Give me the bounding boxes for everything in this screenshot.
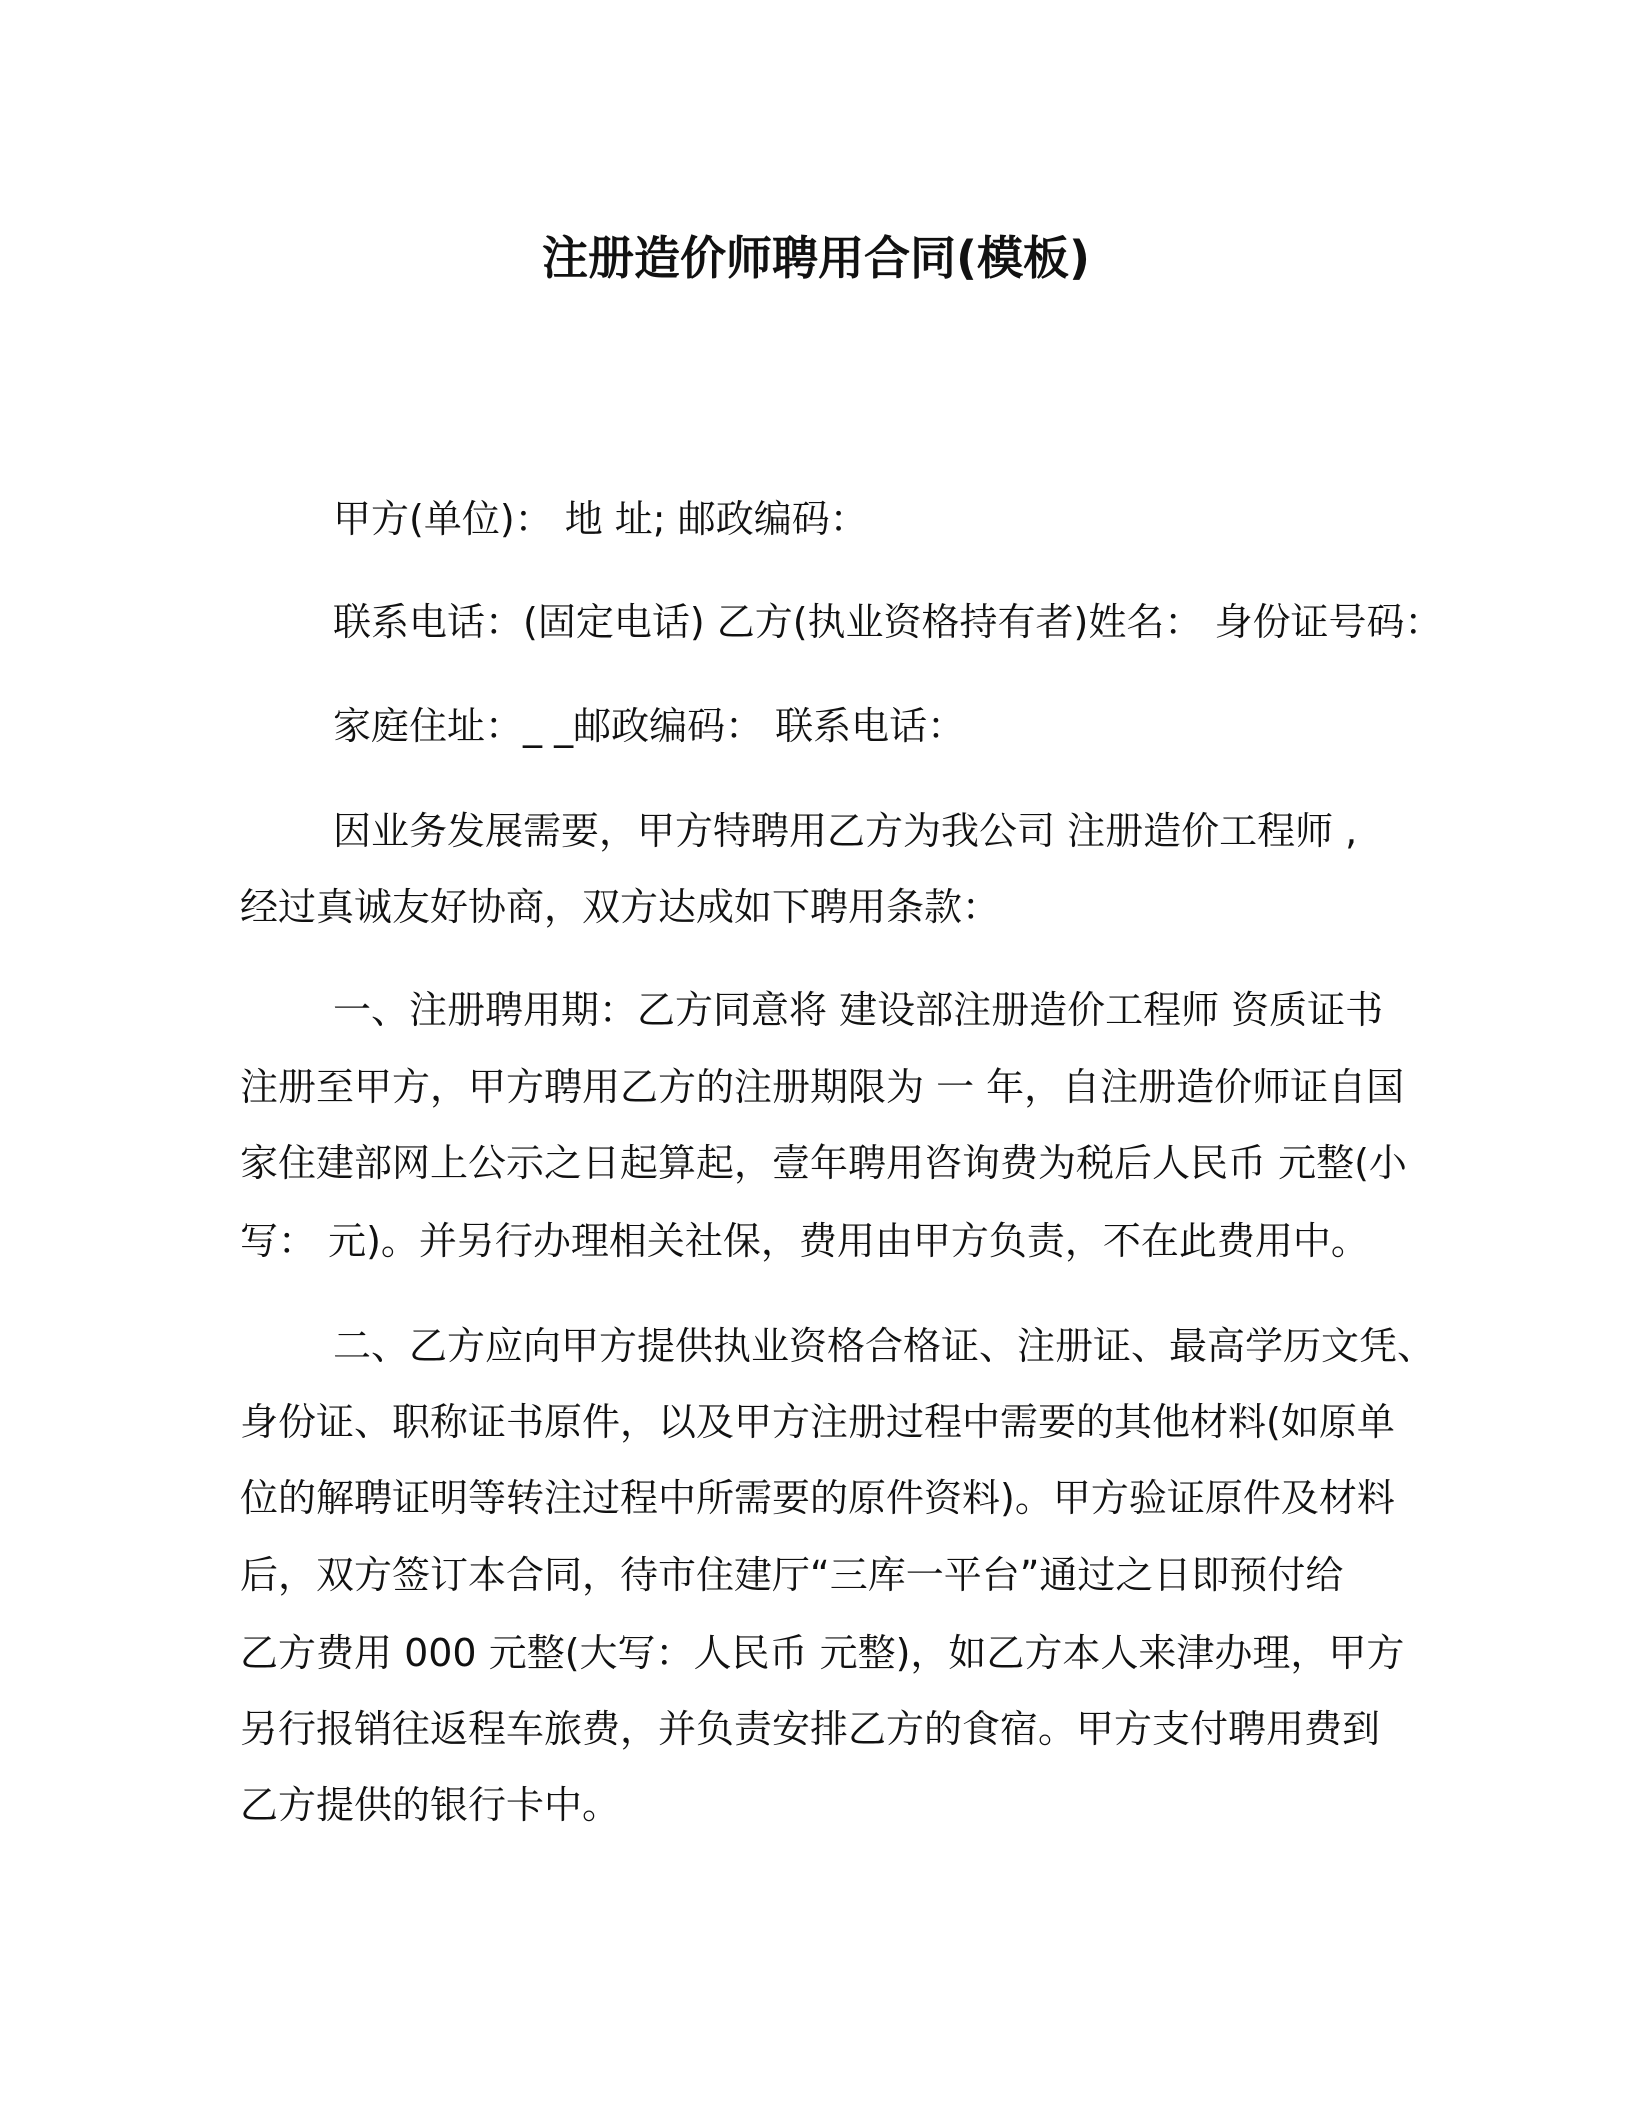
document-title: 注册造价师聘用合同(模板) bbox=[541, 231, 1091, 285]
text-line: 甲方(单位)： 地 址; 邮政编码： bbox=[333, 497, 868, 541]
text-line: 经过真诚友好协商，双方达成如下聘用条款： bbox=[240, 885, 1001, 929]
text-line: 身份证、职称证书原件，以及甲方注册过程中需要的其他材料(如原单 bbox=[240, 1400, 1395, 1444]
text-line: 位的解聘证明等转注过程中所需要的原件资料)。甲方验证原件及材料 bbox=[240, 1476, 1395, 1520]
text-line: 家庭住址：_ _邮政编码： 联系电话： bbox=[333, 704, 966, 748]
text-line: 家住建部网上公示之日起算起，壹年聘用咨询费为税后人民币 元整(小 bbox=[240, 1141, 1407, 1185]
text-line: 二、乙方应向甲方提供执业资格合格证、注册证、最高学历文凭、 bbox=[333, 1324, 1436, 1368]
text-line: 另行报销往返程车旅费，并负责安排乙方的食宿。甲方支付聘用费到 bbox=[240, 1707, 1381, 1751]
text-line: 写： 元)。并另行办理相关社保，费用由甲方负责，不在此费用中。 bbox=[240, 1219, 1369, 1263]
text-line: 注册至甲方，甲方聘用乙方的注册期限为 一 年，自注册造价师证自国 bbox=[240, 1065, 1405, 1109]
text-line: 因业务发展需要，甲方特聘用乙方为我公司 注册造价工程师 , bbox=[333, 809, 1358, 853]
text-line: 乙方提供的银行卡中。 bbox=[240, 1783, 621, 1827]
text-line: 乙方费用 000 元整(大写：人民币 元整)，如乙方本人来津办理，甲方 bbox=[240, 1631, 1405, 1675]
text-line: 后，双方签订本合同，待市住建厅“三库一平台”通过之日即预付给 bbox=[240, 1553, 1344, 1597]
text-line: 一、注册聘用期：乙方同意将 建设部注册造价工程师 资质证书 bbox=[333, 988, 1384, 1032]
text-line: 联系电话：(固定电话) 乙方(执业资格持有者)姓名： 身份证号码： bbox=[333, 600, 1443, 644]
